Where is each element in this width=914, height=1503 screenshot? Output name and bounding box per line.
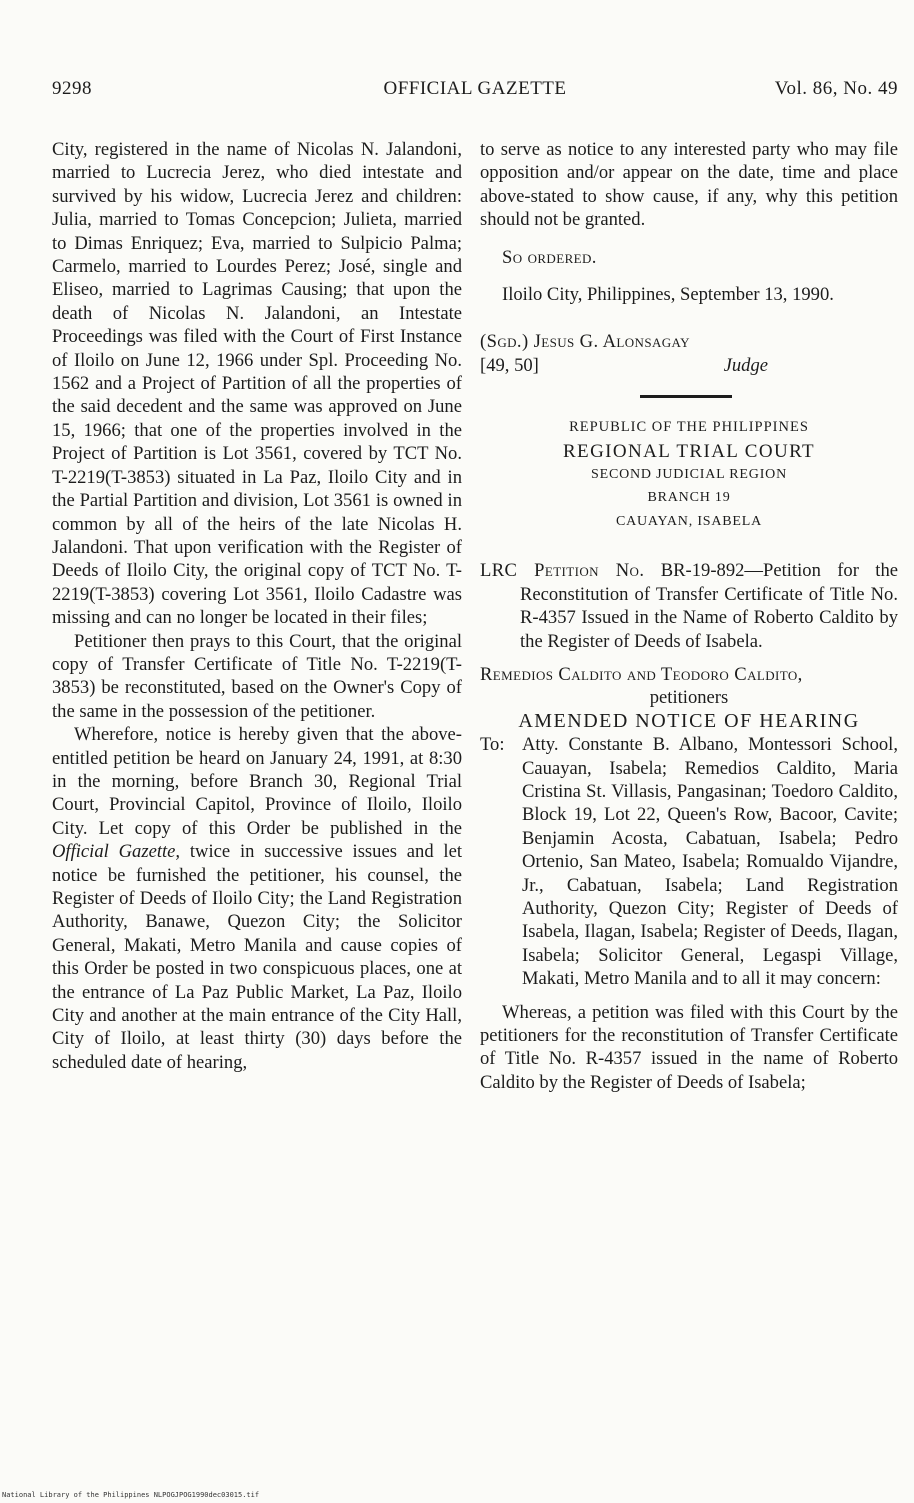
parties-role: petitioners bbox=[649, 687, 729, 709]
issue-reference: [49, 50] bbox=[480, 354, 539, 376]
right-column bbox=[480, 138, 898, 1094]
official-gazette-italic: Official Gazette, bbox=[52, 841, 181, 863]
wherefore-text-b: twice in successive issues and let notice be furnished the petitioner, his counsel, the Register of Deeds of Iloilo City; the Land Registration Authority, Banawe, Quezon City; the Solicitor General, Makati, Metro Manila and cause copies of this Order be posted in two conspicuous places, one at the entrance of La Paz Public Market, La Paz, Iloilo City and another at the main entrance of the City Hall, City of Iloilo, at least thirty (30) days before the scheduled date of hearing, bbox=[52, 841, 463, 1073]
section-divider bbox=[640, 395, 732, 398]
signature-row bbox=[480, 354, 898, 377]
page-number: 9298 bbox=[52, 78, 92, 99]
court-branch: BRANCH 19 bbox=[647, 490, 731, 506]
court-region: SECOND JUDICIAL REGION bbox=[591, 467, 787, 483]
court-name: REGIONAL TRIAL COURT bbox=[562, 440, 816, 462]
wherefore-text-a: Wherefore, notice is hereby given that the above-entitled petition be heard on January 24, 1991, at 8:30 in the morning, before Branch 30, Regional Trial Court, Provincial Capitol, Province of Iloilo, Iloilo City. Let copy of this Order be published in the bbox=[52, 724, 462, 839]
addressee-block bbox=[480, 733, 898, 990]
scan-footer-note: National Library of the Philippines NLPOGJPOG1990dec03015.tif bbox=[2, 1491, 260, 1499]
lrc-petition bbox=[480, 559, 898, 653]
publication-title: OFFICIAL GAZETTE bbox=[383, 78, 567, 99]
parties-names: Remedios Caldito and Teodoro Caldito, bbox=[480, 663, 803, 685]
signature-title: Judge bbox=[723, 354, 768, 376]
court-location: CAUAYAN, ISABELA bbox=[615, 513, 763, 529]
notice-title: AMENDED NOTICE OF HEARING bbox=[518, 709, 860, 732]
court-republic: REPUBLIC OF THE PHILIPPINES bbox=[569, 419, 809, 436]
page-header bbox=[52, 78, 898, 104]
signature: (Sgd.) Jesus G. Alonsagay bbox=[480, 331, 690, 353]
left-paragraph-1: City, registered in the name of Nicolas N. Jalandoni, married to Lucrecia Jerez, who died intestate and survived by his widow, Lucrecia Jerez and children: Julia, married to Tomas Concepcion; Julieta, married to Dimas Enriquez; Eva, married to Sulpicio Palma; Carmelo, married to Lourdes Perez; José, single and Eliseo, married to Lagrimas Causing; that upon the death of Nicolas N. Jalandoni, an Intestate Proceedings was filed with the Court of First Instance of Iloilo on June 12, 1966 under Spl. Proceeding No. 1562 and a Project of Partition of all the properties of the said decedent and the same was approved on June 15, 1966; that one of the properties involved in the Project of Partition is Lot 3561, covered by TCT No. T-2219(T-3853) situated in La Paz, Iloilo City and in the Partial Partition and division, Lot 3561 is owned in common by all of the heirs of the late Nicolas H. Jalandoni. That upon verification with the Register of Deeds of Iloilo City, the original copy of TCT No. T-2219(T-3853) covering Lot 3561, Iloilo Cadastre was missing and can no longer be located in their files; bbox=[52, 139, 462, 629]
whereas-paragraph: Whereas, a petition was filed with this Court by the petitioners for the reconstitution of Transfer Certificate of Title No. R-4357 issued in the name of Roberto Caldito by the Register of Deeds of Isabela; bbox=[480, 1001, 898, 1093]
left-paragraph-3 bbox=[52, 723, 462, 1074]
left-column bbox=[52, 138, 462, 1074]
to-label: To: bbox=[480, 734, 505, 756]
so-ordered: So ordered. bbox=[502, 246, 597, 268]
addressee-list: Atty. Constante B. Albano, Montessori School, Cauayan, Isabela; Remedios Caldito, Maria Cristina St. Villasis, Pangasinan; Toedoro Caldito, Block 19, Lot 22, Queen's Row, Bacoor, Cavite; Benjamin Acosta, Cabatuan, Isabela; Pedro Ortenio, San Mateo, Isabela; Romualdo Vijandre, Jr., Cabatuan, Isabela; Land Registration Authority, Quezon City; Register of Deeds of Isabela, Ilagan, Isabela; Register of Deeds, Ilagan, Isabela; Solicitor General, Legaspi Village, Makati, Metro Manila and to all it may concern: bbox=[522, 734, 898, 990]
lrc-label: LRC Petition No. bbox=[480, 560, 645, 582]
right-paragraph-1: to serve as notice to any interested party who may file opposition and/or appear on the date, time and place above-stated to show cause, if any, why this petition should not be granted. bbox=[480, 139, 898, 231]
place-date: Iloilo City, Philippines, September 13, 1990. bbox=[502, 284, 834, 306]
volume-number: Vol. 86, No. 49 bbox=[774, 78, 898, 99]
lrc-text: BR-19-892—Petition for the Reconstitution of Transfer Certificate of Title No. R-4357 Issued in the Name of Roberto Caldito by the Register of Deeds of Isabela. bbox=[520, 560, 898, 652]
left-paragraph-2: Petitioner then prays to this Court, that the original copy of Transfer Certificate of Title No. T-2219(T-3853) be reconstituted, based on the Owner's Copy of the same in the possession of the petitioner. bbox=[52, 630, 462, 722]
